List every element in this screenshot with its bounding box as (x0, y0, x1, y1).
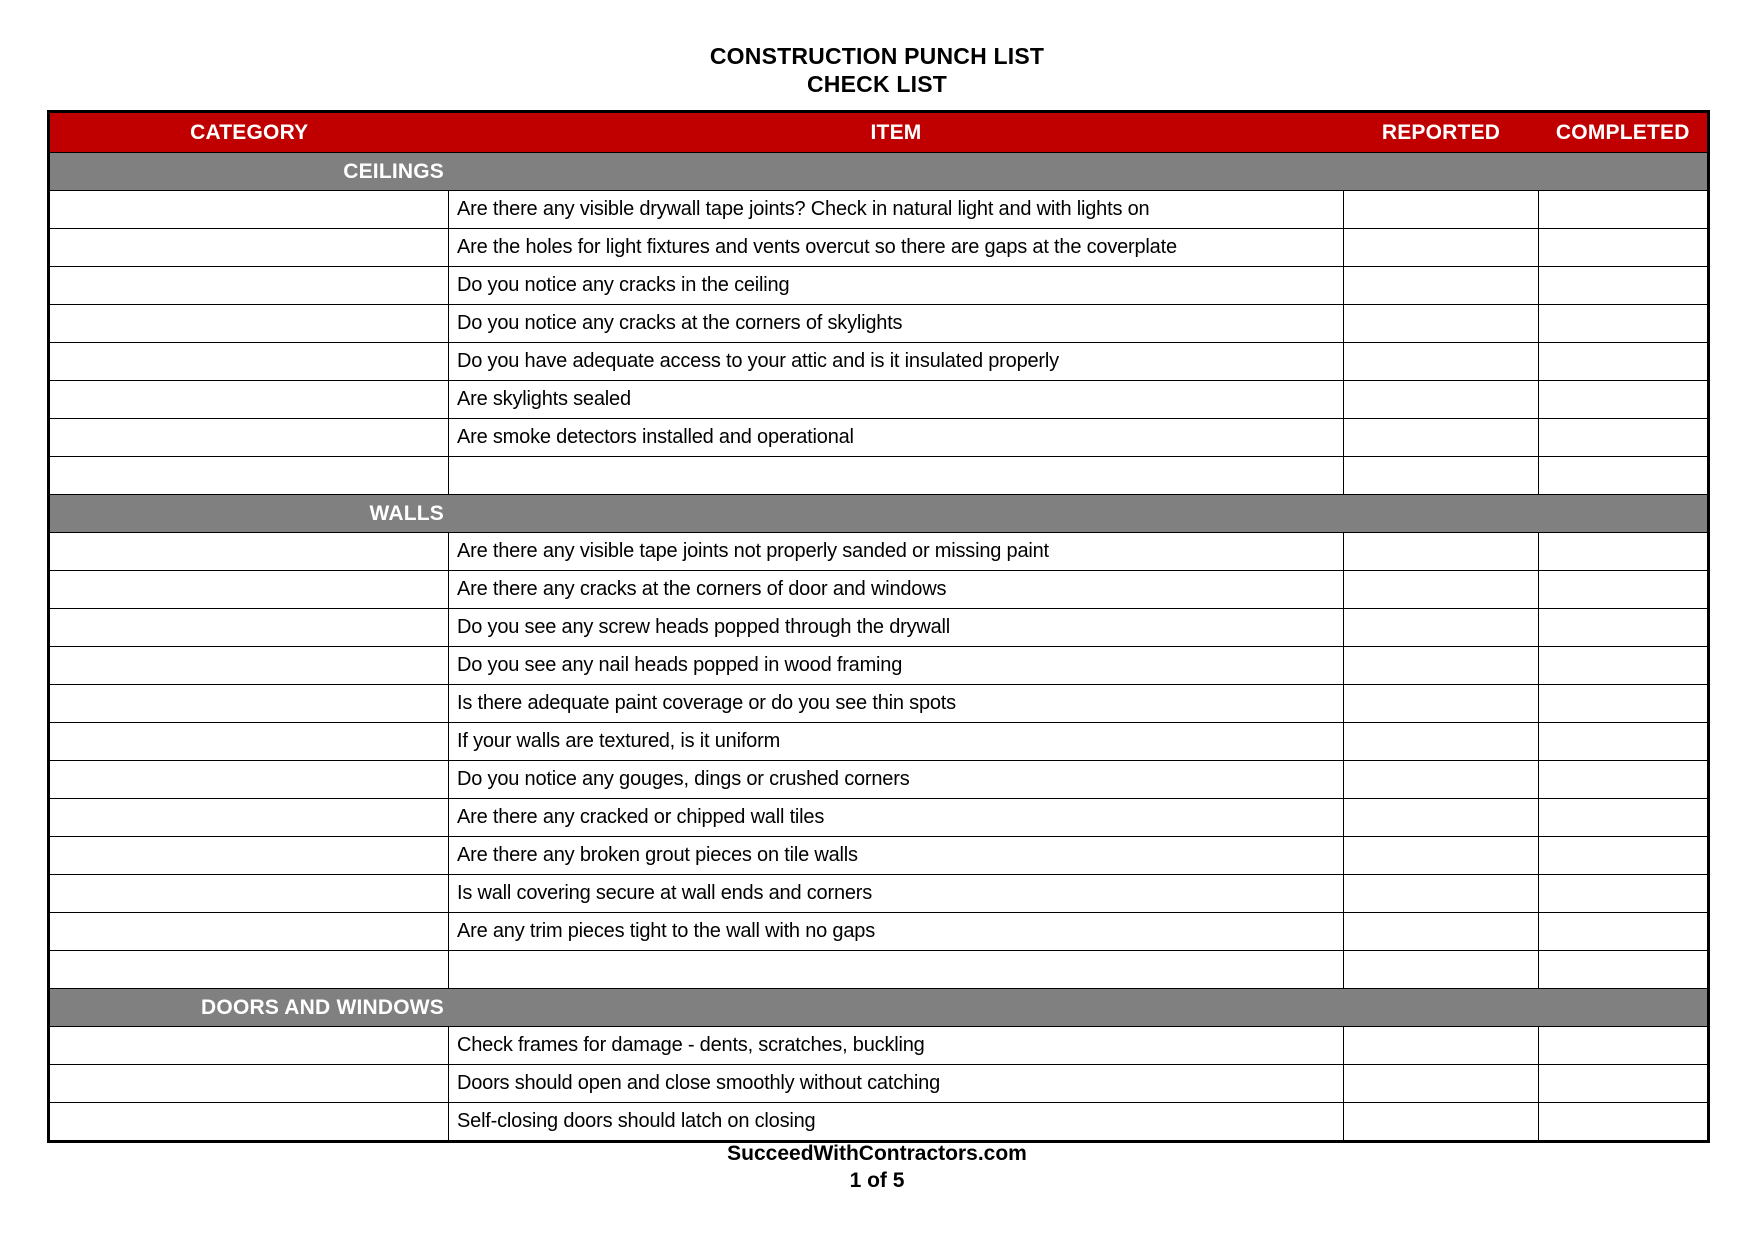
item-cell: Check frames for damage - dents, scratches, buckling (449, 1027, 1344, 1065)
item-row (49, 267, 1709, 305)
completed-cell (1539, 799, 1709, 837)
blank-row (49, 457, 1709, 495)
completed-cell (1539, 419, 1709, 457)
item-row (49, 419, 1709, 457)
reported-cell (1344, 609, 1539, 647)
item-cell: Do you notice any cracks at the corners of skylights (449, 305, 1344, 343)
col-header-reported: REPORTED (1344, 112, 1539, 153)
section-cell (49, 495, 1709, 533)
item-cell: Are there any cracks at the corners of door and windows (449, 571, 1344, 609)
completed-cell (1539, 305, 1709, 343)
footer-page-number: 1 of 5 (849, 1169, 905, 1192)
item-cell: If your walls are textured, is it uniform (449, 723, 1344, 761)
completed-cell (1539, 1027, 1709, 1065)
completed-cell (1539, 343, 1709, 381)
item-row (49, 571, 1709, 609)
item-row (49, 647, 1709, 685)
category-cell (49, 1103, 449, 1142)
table-header-row (49, 112, 1709, 153)
reported-cell (1344, 1027, 1539, 1065)
item-cell: Are the holes for light fixtures and vents overcut so there are gaps at the coverplate (449, 229, 1344, 267)
category-cell (49, 951, 449, 989)
reported-cell (1344, 951, 1539, 989)
item-cell: Do you notice any gouges, dings or crushed corners (449, 761, 1344, 799)
col-header-category: CATEGORY (49, 112, 449, 153)
item-cell: Is wall covering secure at wall ends and corners (449, 875, 1344, 913)
completed-cell (1539, 457, 1709, 495)
completed-cell (1539, 229, 1709, 267)
reported-cell (1344, 457, 1539, 495)
item-row (49, 913, 1709, 951)
completed-cell (1539, 837, 1709, 875)
reported-cell (1344, 533, 1539, 571)
reported-cell (1344, 191, 1539, 229)
item-row (49, 191, 1709, 229)
item-cell: Do you see any nail heads popped in wood framing (449, 647, 1344, 685)
item-row (49, 761, 1709, 799)
punch-list-table (47, 110, 1710, 1143)
category-cell (49, 1027, 449, 1065)
section-cell (49, 989, 1709, 1027)
item-row (49, 723, 1709, 761)
completed-cell (1539, 571, 1709, 609)
item-cell: Are there any broken grout pieces on tile walls (449, 837, 1344, 875)
item-row (49, 1103, 1709, 1142)
section-row-doors-and-windows (49, 989, 1709, 1027)
category-cell (49, 533, 449, 571)
reported-cell (1344, 1103, 1539, 1142)
category-cell (49, 837, 449, 875)
item-row (49, 609, 1709, 647)
item-cell: Are there any visible drywall tape joints? Check in natural light and with lights on (449, 191, 1344, 229)
completed-cell (1539, 723, 1709, 761)
category-cell (49, 381, 449, 419)
reported-cell (1344, 381, 1539, 419)
completed-cell (1539, 1065, 1709, 1103)
category-cell (49, 761, 449, 799)
category-cell (49, 799, 449, 837)
footer-site-text: SucceedWithContractors.com (727, 1142, 1027, 1165)
item-row (49, 229, 1709, 267)
completed-cell (1539, 267, 1709, 305)
completed-cell (1539, 191, 1709, 229)
item-cell: Doors should open and close smoothly without catching (449, 1065, 1344, 1103)
item-cell: Do you have adequate access to your attic and is it insulated properly (449, 343, 1344, 381)
reported-cell (1344, 419, 1539, 457)
col-header-item: ITEM (449, 112, 1344, 153)
item-row (49, 875, 1709, 913)
doc-title-line1: CONSTRUCTION PUNCH LIST (709, 43, 1045, 69)
reported-cell (1344, 343, 1539, 381)
item-cell: Are smoke detectors installed and operational (449, 419, 1344, 457)
category-cell (49, 457, 449, 495)
category-cell (49, 343, 449, 381)
completed-cell (1539, 609, 1709, 647)
item-row (49, 533, 1709, 571)
item-cell: Do you notice any cracks in the ceiling (449, 267, 1344, 305)
completed-cell (1539, 647, 1709, 685)
item-row (49, 1027, 1709, 1065)
section-title: WALLS (369, 501, 444, 525)
section-row-walls (49, 495, 1709, 533)
reported-cell (1344, 837, 1539, 875)
doc-title (0, 42, 1754, 98)
completed-cell (1539, 381, 1709, 419)
reported-cell (1344, 799, 1539, 837)
item-cell: Are there any cracked or chipped wall tiles (449, 799, 1344, 837)
completed-cell (1539, 761, 1709, 799)
reported-cell (1344, 305, 1539, 343)
completed-cell (1539, 913, 1709, 951)
item-row (49, 343, 1709, 381)
item-row (49, 799, 1709, 837)
completed-cell (1539, 951, 1709, 989)
reported-cell (1344, 571, 1539, 609)
item-cell: Are there any visible tape joints not properly sanded or missing paint (449, 533, 1344, 571)
reported-cell (1344, 229, 1539, 267)
completed-cell (1539, 685, 1709, 723)
doc-title-line2: CHECK LIST (807, 71, 947, 97)
category-cell (49, 305, 449, 343)
reported-cell (1344, 875, 1539, 913)
category-cell (49, 1065, 449, 1103)
category-cell (49, 609, 449, 647)
section-title: CEILINGS (343, 159, 444, 183)
reported-cell (1344, 647, 1539, 685)
section-title: DOORS AND WINDOWS (201, 995, 444, 1019)
item-cell: Do you see any screw heads popped through the drywall (449, 609, 1344, 647)
category-cell (49, 571, 449, 609)
item-row (49, 1065, 1709, 1103)
reported-cell (1344, 723, 1539, 761)
reported-cell (1344, 685, 1539, 723)
section-cell (49, 153, 1709, 191)
item-cell: Are any trim pieces tight to the wall with no gaps (449, 913, 1344, 951)
item-row (49, 837, 1709, 875)
category-cell (49, 229, 449, 267)
reported-cell (1344, 761, 1539, 799)
doc-footer (0, 1140, 1754, 1194)
reported-cell (1344, 1065, 1539, 1103)
item-row (49, 381, 1709, 419)
category-cell (49, 191, 449, 229)
blank-row (49, 951, 1709, 989)
section-row-ceilings (49, 153, 1709, 191)
category-cell (49, 685, 449, 723)
completed-cell (1539, 533, 1709, 571)
reported-cell (1344, 913, 1539, 951)
item-cell (449, 951, 1344, 989)
category-cell (49, 913, 449, 951)
category-cell (49, 267, 449, 305)
category-cell (49, 647, 449, 685)
item-row (49, 685, 1709, 723)
category-cell (49, 723, 449, 761)
category-cell (49, 875, 449, 913)
col-header-completed: COMPLETED (1539, 112, 1709, 153)
item-cell: Are skylights sealed (449, 381, 1344, 419)
completed-cell (1539, 875, 1709, 913)
item-cell (449, 457, 1344, 495)
category-cell (49, 419, 449, 457)
reported-cell (1344, 267, 1539, 305)
item-row (49, 305, 1709, 343)
completed-cell (1539, 1103, 1709, 1142)
item-cell: Self-closing doors should latch on closing (449, 1103, 1344, 1142)
item-cell: Is there adequate paint coverage or do you see thin spots (449, 685, 1344, 723)
